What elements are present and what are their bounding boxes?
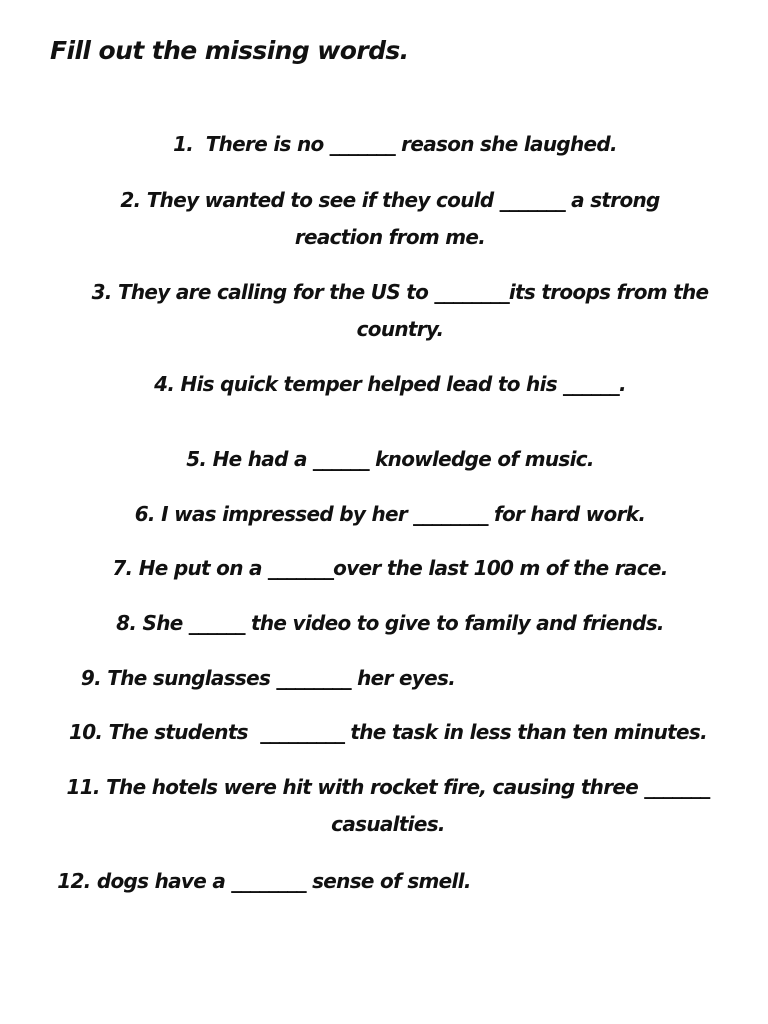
- question-9-text: 9. The sunglasses ________ her eyes.: [80, 666, 456, 690]
- question-11-line-1: 11. The hotels were hit with rocket fire, causing three _______: [66, 775, 710, 799]
- question-6-text: 6. I was impressed by her ________ for hard work.: [134, 502, 646, 526]
- question-8-text: 8. She ______ the video to give to family and friends.: [116, 611, 664, 635]
- question-3: [50, 274, 750, 348]
- question-6: [40, 496, 740, 533]
- question-4-text: 4. His quick temper helped lead to his ______.: [154, 372, 626, 396]
- question-7-text: 7. He put on a _______over the last 100 m of the race.: [112, 556, 668, 580]
- question-2-line-2: reaction from me.: [294, 225, 486, 249]
- question-10: [18, 714, 758, 751]
- question-12-text: 12. dogs have a ________ sense of smell.: [57, 869, 471, 893]
- question-4: [40, 366, 740, 403]
- question-3-line-1: 3. They are calling for the US to ________its troops from the: [91, 280, 709, 304]
- question-1: [45, 126, 745, 163]
- question-10-text: 10. The students _________ the task in less than ten minutes.: [69, 720, 707, 744]
- question-11: [18, 769, 758, 843]
- question-2: [40, 182, 740, 256]
- question-3-line-2: country.: [356, 317, 444, 341]
- question-5-text: 5. He had a ______ knowledge of music.: [186, 447, 594, 471]
- question-8: [40, 605, 740, 642]
- question-1-text: 1. There is no _______ reason she laughed.: [173, 132, 617, 156]
- question-2-line-1: 2. They wanted to see if they could _______ a strong: [120, 188, 660, 212]
- question-11-line-2: casualties.: [331, 812, 445, 836]
- question-7: [40, 550, 740, 587]
- question-5: [40, 441, 740, 478]
- worksheet-title: Fill out the missing words.: [50, 36, 409, 65]
- question-12: [0, 863, 634, 900]
- question-9: [0, 660, 648, 697]
